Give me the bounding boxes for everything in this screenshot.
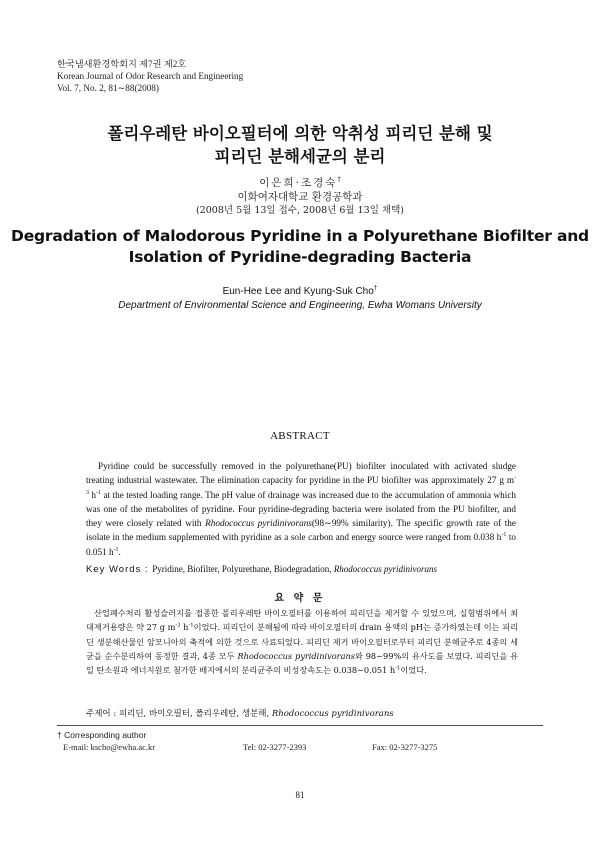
summary-text-2: h: [180, 622, 189, 633]
fax-text: Fax: 02-3277-3275: [372, 742, 438, 752]
journal-name-kr: 한국냄새환경학회지 제7권 제2호: [57, 59, 187, 69]
summary-exponent: -1: [395, 665, 401, 672]
abstract-species: Rhodococcus pyridinivorans: [205, 518, 312, 529]
title-korean-line1: 폴리우레탄 바이오필터에 의한 악취성 피리딘 분해 및: [107, 124, 493, 143]
authors-english: [0, 285, 600, 313]
footnote: [57, 729, 543, 755]
affiliation-korean: 이화여자대학교 환경공학과: [237, 191, 363, 203]
author-names-korean: 이은희·조경숙: [259, 177, 338, 189]
corresponding-author-label: † Corresponding author: [57, 730, 147, 740]
keywords-korean: [86, 707, 526, 719]
title-english: [0, 226, 600, 268]
abstract-exponent: -3: [86, 475, 516, 496]
summary-species: Rhodococcus pyridinivorans: [237, 650, 355, 661]
keywords-label: Key Words :: [86, 564, 153, 575]
contact-info: [57, 741, 543, 755]
title-korean: [0, 122, 600, 168]
email-text: E-mail: kscho@ewha.ac.kr: [63, 742, 156, 752]
received-dates: (2008년 5월 13일 접수, 2008년 6월 13일 채택): [196, 205, 404, 216]
keywords-species: Rhodococcus pyridinivorans: [333, 564, 438, 574]
summary-body: [86, 606, 518, 677]
abstract-text-3: (98∼99% similarity). The specific growth rate of the isolate in the medium supplemented with pyridine as a sole carbon and energy source were ranged from 0.038 h: [86, 518, 516, 543]
keywords-list: Pyridine, Biofilter, Polyurethane, Biodegradation,: [152, 564, 334, 574]
keywords-korean-list: 피리딘, 바이오필터, 폴리우레탄, 생분해,: [118, 709, 272, 719]
title-english-line1: Degradation of Malodorous Pyridine in a Polyurethane Biofilter and: [11, 227, 589, 245]
dagger-mark: †: [337, 175, 341, 184]
abstract-heading: ABSTRACT: [270, 430, 330, 442]
title-korean-line2: 피리딘 분해세균의 분리: [214, 147, 386, 166]
department-english: Department of Environmental Science and Engineering, Ewha Womans University: [118, 300, 482, 311]
journal-header: [57, 58, 243, 94]
summary-exponent: -1: [188, 622, 194, 629]
summary-text-4: 와 98∼99%의 유사도를 보였다. 피리딘을 유일 탄소원과 에너지원로 첨가한 배지에서의 분리균주의 비성장속도는 0.038∼0.051 h: [86, 650, 518, 676]
abstract-exponent: -1: [501, 532, 507, 539]
keywords: [86, 564, 526, 575]
keywords-korean-species: Rhodococcus pyridinivorans: [271, 709, 394, 719]
keywords-korean-label: 주제어 :: [86, 709, 119, 719]
summary-paragraph: [86, 606, 518, 677]
summary-exponent: -3: [175, 622, 181, 629]
footnote-divider: [57, 725, 543, 726]
summary-text-5: 이었다.: [400, 665, 427, 676]
summary-text-1: 산업폐수처리 활성슬러지를 접종한 폴리우레탄 바이오필터를 이용하여 피리딘을 제거할 수 있었으며, 실험범위에서 최대제거용량은 약 27 g m: [86, 608, 518, 633]
page-number: 81: [295, 790, 305, 800]
summary-text-3: 이었다. 피리딘이 분해됨에 따라 바이오필터의 drain 용액의 pH는 증가하였는데 이는 피리딘 생분해산물인 암모니아의 축적에 의한 것으로 사료되었다. 피리딘 제거 바이오필터로부터 피리딘 분해균주로 4종의 세균을 순수분리하여 동정한 결과, 4종 모두: [86, 622, 518, 661]
abstract-exponent: -1: [96, 489, 102, 496]
abstract-body: [86, 459, 516, 559]
abstract-exponent: -1: [113, 546, 119, 553]
title-english-line2: Isolation of Pyridine-degrading Bacteria: [128, 248, 472, 266]
abstract-text-1: Pyridine could be successfully removed in the polyurethane(PU) biofilter inoculated with activated sludge treating industrial wastewater. The elimination capacity for pyridine in the PU biofilter was approximately 27 g m: [86, 461, 516, 486]
abstract-text-5: .: [118, 546, 121, 557]
abstract-text-4: to 0.051 h: [86, 532, 516, 557]
journal-issue: Vol. 7, No. 2, 81∼88(2008): [57, 83, 159, 93]
abstract-paragraph: Pyridine could be successfully removed in the polyurethane(PU) biofilter inoculated with activated sludge treating industrial wastewater. The elimination capacity for pyridine in the PU biofilter was approximately 27 g $m^{-3}$ $h^{-1}$ at the tested loading range. The pH value of drainage was increased due to the accumulation of ammonia which was one of the metabolites of pyridine. Four pyridine-degrading bacteria were isolated from the PU biofilter, and they were closely related with Rhodococcus pyridinivorans(98∼99% similarity). The specific growth rate of the isolate in the medium supplemented with pyridine as a sole carbon and energy source were ranged from 0.038 $h^{-1}$ to 0.051 $h^{-1}$.: [86, 461, 516, 557]
summary-heading: 요 약 문: [274, 593, 326, 604]
tel-text: Tel: 02-3277-2393: [243, 742, 307, 752]
abstract-text-2: at the tested loading range. The pH value of drainage was increased due to the accumulation of ammonia which was one of the metabolites of pyridine. Four pyridine-degrading bacteria were isolated from the PU biofilter, and they were closely related with: [86, 489, 516, 529]
authors-korean: [0, 176, 600, 218]
dagger-mark-english: †: [373, 284, 378, 292]
journal-name-en: Korean Journal of Odor Research and Engineering: [57, 71, 244, 81]
author-names-english: Eun-Hee Lee and Kyung-Suk Cho: [222, 286, 374, 297]
